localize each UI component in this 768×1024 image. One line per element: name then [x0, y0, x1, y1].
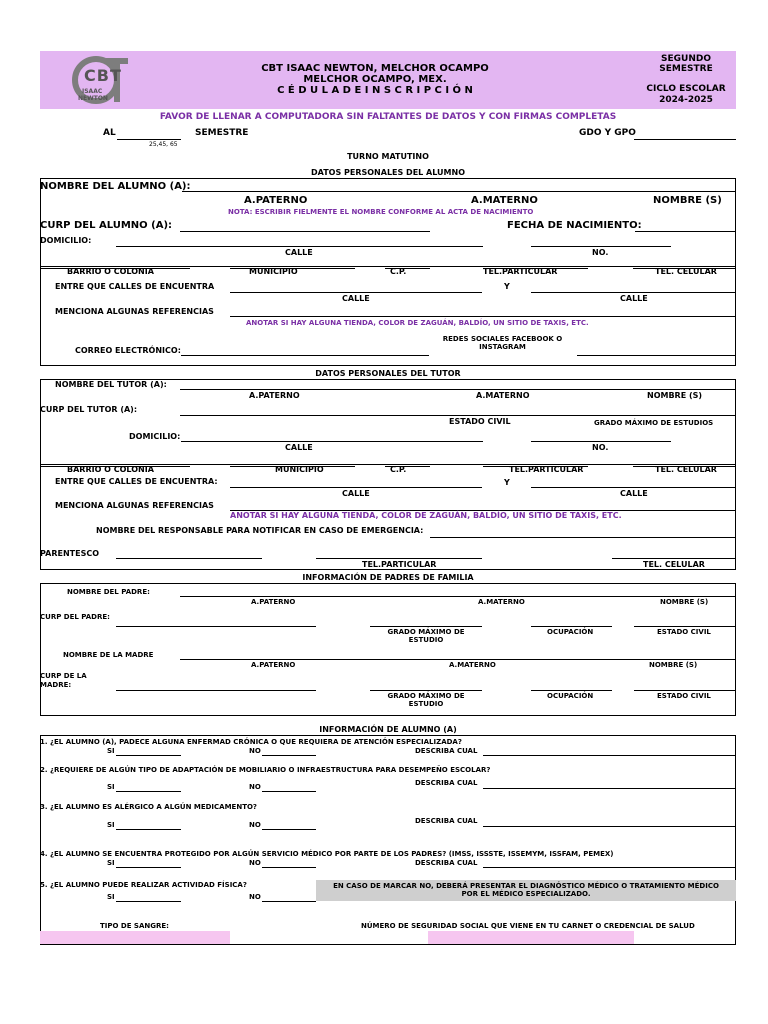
logo-letters: CBT	[84, 66, 122, 85]
tutor-civil: ESTADO CIVIL	[449, 417, 511, 426]
alumno-paterno: A.PATERNO	[244, 195, 308, 206]
q1-describa: DESCRIBA CUAL	[415, 747, 478, 755]
sangre-field[interactable]	[40, 931, 230, 944]
marcar-note-2: POR EL MÉDICO ESPECIALIZADO.	[461, 890, 591, 898]
q3: 3. ¿EL ALUMNO ES ALÉRGICO A ALGÚN MEDICAMENTO?	[40, 803, 257, 811]
madre-grado-1: GRADO MÁXIMO DE	[387, 692, 465, 700]
alumno-telpart: TEL.PARTICULAR	[483, 267, 558, 276]
q3-no: NO	[249, 821, 261, 829]
padre-nombres: NOMBRE (S)	[660, 598, 709, 606]
q4-no-line[interactable]	[262, 867, 316, 868]
marcar-note-1: EN CASO DE MARCAR NO, DEBERÁ PRESENTAR EL DIAGNÓSTICO MÉDICO O TRATAMIENTO MÉDICO	[333, 882, 719, 890]
madre-label: NOMBRE DE LA MADRE	[63, 651, 154, 659]
tutor-responsable-line[interactable]	[430, 537, 736, 538]
gdo-label: GDO Y GPO	[579, 128, 636, 138]
padre-grado-line[interactable]	[370, 626, 482, 627]
alumno-nombre-line[interactable]	[182, 191, 736, 192]
q1-si: SI	[107, 747, 115, 755]
madre-civil-line[interactable]	[634, 690, 736, 691]
q4-no: NO	[249, 859, 261, 867]
tutor-nombre-label: NOMBRE DEL TUTOR (A):	[55, 380, 167, 389]
alumno-calle-line[interactable]	[116, 246, 483, 247]
turno: TURNO MATUTINO	[347, 152, 429, 161]
q5-si-line[interactable]	[116, 901, 181, 902]
tutor-calle-line[interactable]	[181, 441, 483, 442]
nss-field[interactable]	[428, 931, 634, 944]
q2: 2. ¿REQUIERE DE ALGÚN TIPO DE ADAPTACIÓN DE MOBILIARIO O INFRAESTRUCTURA PARA DESEMPEÑO ESCOLAR?	[40, 766, 491, 774]
padre-grado-1: GRADO MÁXIMO DE	[387, 628, 465, 636]
padre-ocupacion-line[interactable]	[531, 626, 612, 627]
alumno-materno: A.MATERNO	[471, 195, 538, 206]
padre-curp-line[interactable]	[116, 626, 316, 627]
tutor-nombre-line[interactable]	[180, 389, 736, 390]
al-line[interactable]	[117, 139, 181, 140]
tutor-domicilio-label: DOMICILIO:	[129, 432, 181, 441]
q3-describa: DESCRIBA CUAL	[415, 817, 478, 825]
alumno-y: Y	[504, 282, 510, 291]
alumno-curp-line[interactable]	[180, 231, 430, 232]
q3-describa-line[interactable]	[483, 826, 736, 827]
tutor-curp-label: CURP DEL TUTOR (A):	[40, 405, 138, 414]
madre-grado-2: ESTUDIO	[408, 700, 444, 708]
tutor-entre-line-2[interactable]	[531, 487, 736, 488]
logo-sub-2: NEWTON	[78, 95, 108, 102]
gdo-line[interactable]	[634, 139, 736, 140]
tutor-calle-caption: CALLE	[285, 443, 313, 452]
tutor-calle2: CALLE	[342, 489, 370, 498]
q3-si: SI	[107, 821, 115, 829]
tutor-anotar: ANOTAR SI HAY ALGUNA TIENDA, COLOR DE ZAGUÁN, BALDÍO, UN SITIO DE TAXIS, ETC.	[230, 511, 622, 520]
q2-describa-line[interactable]	[483, 788, 736, 789]
q2-no-line[interactable]	[262, 791, 316, 792]
alumno-referencias: MENCIONA ALGUNAS REFERENCIAS	[55, 307, 214, 316]
q3-si-line[interactable]	[116, 829, 181, 830]
tutor-telcel2-line[interactable]	[612, 558, 736, 559]
tutor-calle3: CALLE	[620, 489, 648, 498]
alumno-nota: NOTA: ESCRIBIR FIELMENTE EL NOMBRE CONFORME AL ACTA DE NACIMIENTO	[228, 208, 534, 216]
q5-no-line[interactable]	[262, 901, 316, 902]
madre-line[interactable]	[180, 659, 736, 660]
q4-si-line[interactable]	[116, 867, 181, 868]
q1-si-line[interactable]	[116, 755, 181, 756]
tutor-entre-line-1[interactable]	[230, 487, 482, 488]
al-label: AL	[103, 128, 116, 138]
q1: 1. ¿EL ALUMNO (A), PADECE ALGUNA ENFERMAD CRÓNICA O QUE REQUIERA DE ATENCIÓN ESPECIALIZADA?	[40, 738, 462, 746]
cycle-line-2: 2024-2025	[659, 95, 713, 105]
semester-line-1: SEGUNDO	[661, 54, 711, 64]
padre-line[interactable]	[180, 596, 736, 597]
padre-curp-label: CURP DEL PADRE:	[40, 613, 110, 621]
q1-describa-line[interactable]	[483, 755, 736, 756]
madre-ocupacion: OCUPACIÓN	[547, 692, 594, 700]
alumno-correo: CORREO ELECTRÓNICO:	[75, 346, 181, 355]
tutor-telpart2: TEL.PARTICULAR	[362, 560, 437, 569]
q5-no: NO	[249, 893, 261, 901]
school-city: MELCHOR OCAMPO, MEX.	[303, 74, 447, 85]
madre-curp-2: MADRE:	[40, 681, 72, 689]
madre-materno: A.MATERNO	[449, 661, 496, 669]
madre-civil: ESTADO CIVIL	[657, 692, 711, 700]
q4-si: SI	[107, 859, 115, 867]
semestre-label: SEMESTRE	[195, 128, 249, 138]
tutor-paterno: A.PATERNO	[249, 391, 300, 400]
alumno-redes-2: INSTAGRAM	[479, 343, 526, 351]
padre-paterno: A.PATERNO	[251, 598, 296, 606]
madre-curp-1: CURP DE LA	[40, 672, 87, 680]
padre-civil: ESTADO CIVIL	[657, 628, 711, 636]
alumno-calle-caption: CALLE	[285, 248, 313, 257]
q3-no-line[interactable]	[262, 829, 316, 830]
madre-curp-line[interactable]	[116, 690, 316, 691]
q4-describa-line[interactable]	[483, 867, 736, 868]
tutor-telpart2-line[interactable]	[316, 558, 482, 559]
alumno-domicilio-label: DOMICILIO:	[40, 236, 92, 245]
tutor-entre: ENTRE QUE CALLES DE ENCUENTRA:	[55, 477, 218, 486]
alumno-section-title: DATOS PERSONALES DEL ALUMNO	[310, 168, 465, 177]
alumno-municipio: MUNICIPIO	[249, 267, 298, 276]
logo-sub-1: ISAAC	[82, 88, 103, 95]
al-small: 25,45, 65	[149, 141, 178, 148]
tutor-y: Y	[504, 478, 510, 487]
padre-materno: A.MATERNO	[478, 598, 525, 606]
q5: 5. ¿EL ALUMNO PUEDE REALIZAR ACTIVIDAD FÍSICA?	[40, 881, 247, 889]
alumno-referencias-line[interactable]	[230, 316, 736, 317]
semester-line-2: SEMESTRE	[659, 64, 713, 74]
alumno-barrio: BARRIO O COLONIA	[67, 267, 154, 276]
school-name: CBT ISAAC NEWTON, MELCHOR OCAMPO	[261, 63, 489, 74]
alumno-telcel: TEL. CELULAR	[655, 267, 717, 276]
alumno-redes-line[interactable]	[577, 355, 736, 356]
alumno-no-line[interactable]	[531, 246, 671, 247]
alumno-nombre-label: NOMBRE DEL ALUMNO (A):	[40, 181, 191, 192]
nss-label: NÚMERO DE SEGURIDAD SOCIAL QUE VIENE EN TU CARNET O CREDENCIAL DE SALUD	[361, 922, 695, 930]
alumno-cp: C.P.	[390, 267, 407, 276]
tutor-no-line[interactable]	[531, 441, 671, 442]
madre-paterno: A.PATERNO	[251, 661, 296, 669]
q4: 4. ¿EL ALUMNO SE ENCUENTRA PROTEGIDO POR ALGÚN SERVICIO MÉDICO POR PARTE DE LOS PADRES? (IMSS, ISSSTE, ISSEMYM, ISSFAM, PEMEX)	[40, 850, 614, 858]
tutor-grado: GRADO MÁXIMO DE ESTUDIOS	[594, 419, 714, 427]
tutor-cp: C.P.	[390, 465, 407, 474]
q2-si-line[interactable]	[116, 791, 181, 792]
madre-ocupacion-line[interactable]	[531, 690, 612, 691]
tutor-parentesco: PARENTESCO	[40, 549, 99, 558]
padre-civil-line[interactable]	[634, 626, 736, 627]
q2-describa: DESCRIBA CUAL	[415, 779, 478, 787]
alumno-calle2: CALLE	[342, 294, 370, 303]
madre-nombres: NOMBRE (S)	[649, 661, 698, 669]
madre-grado-line[interactable]	[370, 690, 482, 691]
tutor-curp-line[interactable]	[180, 415, 736, 416]
padre-ocupacion: OCUPACIÓN	[547, 628, 594, 636]
tutor-referencias: MENCIONA ALGUNAS REFERENCIAS	[55, 501, 214, 510]
padres-section-title: INFORMACIÓN DE PADRES DE FAMILIA	[302, 573, 474, 582]
tutor-nombres: NOMBRE (S)	[647, 391, 703, 400]
tutor-municipio: MUNICIPIO	[275, 465, 324, 474]
tutor-no-caption: NO.	[592, 443, 609, 452]
document-title: C É D U L A D E I N S C R I P C I Ó N	[277, 85, 473, 96]
info-section-title: INFORMACIÓN DE ALUMNO (A)	[319, 725, 457, 734]
padre-label: NOMBRE DEL PADRE:	[67, 588, 150, 596]
q4-describa: DESCRIBA CUAL	[415, 859, 478, 867]
alumno-anotar: ANOTAR SI HAY ALGUNA TIENDA, COLOR DE ZAGUÁN, BALDÍO, UN SITIO DE TAXIS, ETC.	[246, 319, 589, 327]
alumno-entre-line-2[interactable]	[531, 292, 736, 293]
alumno-redes-1: REDES SOCIALES FACEBOOK O	[442, 335, 563, 343]
tutor-section-title: DATOS PERSONALES DEL TUTOR	[315, 369, 461, 378]
alumno-entre-line-1[interactable]	[230, 292, 482, 293]
tutor-telcel: TEL. CELULAR	[655, 465, 717, 474]
tutor-barrio: BARRIO O COLONIA	[67, 465, 154, 474]
tutor-telpart: TEL.PARTICULAR	[509, 465, 584, 474]
tutor-materno: A.MATERNO	[476, 391, 530, 400]
q2-no: NO	[249, 783, 261, 791]
alumno-correo-line[interactable]	[181, 355, 429, 356]
alumno-calle3: CALLE	[620, 294, 648, 303]
alumno-entre: ENTRE QUE CALLES DE ENCUENTRA	[55, 282, 215, 291]
tutor-responsable: NOMBRE DEL RESPONSABLE PARA NOTIFICAR EN CASO DE EMERGENCIA:	[96, 526, 424, 535]
tutor-parentesco-line[interactable]	[116, 558, 262, 559]
q1-no: NO	[249, 747, 261, 755]
q5-si: SI	[107, 893, 115, 901]
cycle-line-1: CICLO ESCOLAR	[646, 84, 726, 94]
tutor-telcel2: TEL. CELULAR	[643, 560, 705, 569]
notice: FAVOR DE LLENAR A COMPUTADORA SIN FALTANTES DE DATOS Y CON FIRMAS COMPLETAS	[159, 112, 617, 122]
alumno-curp-label: CURP DEL ALUMNO (A):	[40, 220, 173, 231]
q2-si: SI	[107, 783, 115, 791]
q1-no-line[interactable]	[262, 755, 316, 756]
padre-grado-2: ESTUDIO	[408, 636, 444, 644]
alumno-fecha-line[interactable]	[635, 231, 736, 232]
sangre-label: TIPO DE SANGRE:	[100, 922, 169, 930]
alumno-no-caption: NO.	[592, 248, 609, 257]
alumno-nombres: NOMBRE (S)	[653, 195, 722, 206]
alumno-fecha-label: FECHA DE NACIMIENTO:	[507, 220, 642, 231]
